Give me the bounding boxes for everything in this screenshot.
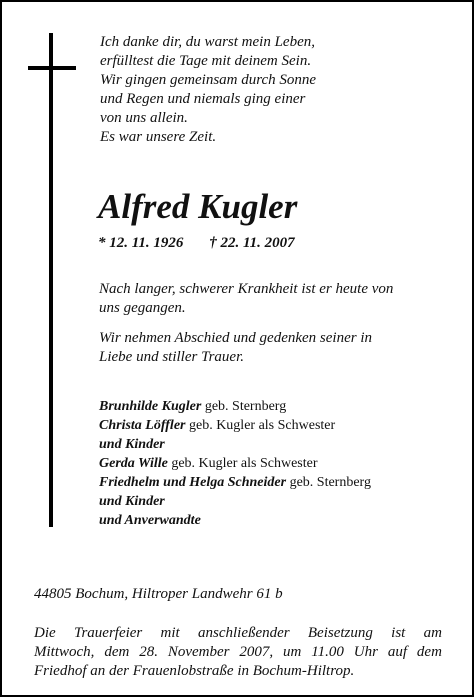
ceremony-line: Friedhof an der Frauenlobstraße in Bochum-Hiltrop. — [34, 663, 355, 679]
cross-icon — [28, 33, 76, 527]
ceremony-word: anschließender — [197, 625, 290, 641]
ceremony-word: ist — [391, 625, 406, 641]
mourner-name: Christa Löffler — [99, 418, 186, 433]
paragraph-line: Liebe und stiller Trauer. — [99, 349, 245, 365]
mourner-name: und Kinder — [99, 437, 165, 452]
ceremony-word: Mittwoch, — [34, 644, 95, 660]
life-dates — [98, 234, 295, 252]
mourner-name: und Kinder — [99, 494, 165, 509]
mourner-line — [99, 473, 371, 492]
ceremony-line — [34, 643, 442, 662]
family-address: 44805 Bochum, Hiltroper Landwehr 61 b — [34, 586, 283, 602]
mourner-suffix: geb. Kugler als Schwester — [167, 456, 318, 471]
mourner-name: Friedhelm und Helga Schneider — [99, 475, 287, 490]
paragraph-line: Wir nehmen Abschied und gedenken seiner in — [99, 330, 372, 346]
ceremony-word: November — [167, 644, 230, 660]
farewell-paragraph — [99, 329, 372, 367]
deceased-name: Alfred Kugler — [98, 187, 298, 226]
mourner-suffix: geb. Kugler als Schwester — [185, 418, 336, 433]
poem-line: Ich danke dir, du warst mein Leben, — [100, 34, 315, 50]
ceremony-word: dem — [104, 644, 130, 660]
ceremony-word: 11.00 — [311, 644, 344, 660]
ceremony-word: 2007, — [239, 644, 274, 660]
mourners-list — [99, 397, 371, 530]
mourner-name: Gerda Wille — [99, 456, 168, 471]
mourner-line — [99, 511, 371, 530]
ceremony-word: Trauerfeier — [73, 625, 143, 641]
paragraph-line: uns gegangen. — [99, 300, 186, 316]
mourner-suffix: geb. Sternberg — [201, 399, 287, 414]
ceremony-word: 28. — [139, 644, 158, 660]
mourner-name: und Anverwandte — [99, 513, 201, 528]
mourner-line — [99, 492, 371, 511]
mourner-line — [99, 416, 371, 435]
poem-line: und Regen und niemals ging einer — [100, 91, 306, 107]
birth-date: * 12. 11. 1926 — [98, 235, 184, 251]
passing-paragraph — [99, 280, 393, 318]
ceremony-word: auf — [387, 644, 408, 660]
ceremony-word: Die — [34, 625, 56, 641]
ceremony-info — [34, 624, 442, 681]
mourner-line — [99, 397, 371, 416]
poem-line: von uns allein. — [100, 110, 188, 126]
ceremony-line — [34, 624, 442, 643]
ceremony-word: um — [283, 644, 302, 660]
mourner-suffix: geb. Sternberg — [286, 475, 371, 490]
ceremony-word: Uhr — [353, 644, 378, 660]
poem-line: erfülltest die Tage mit deinem Sein. — [100, 53, 312, 69]
ceremony-word: mit — [160, 625, 180, 641]
poem-line: Es war unsere Zeit. — [100, 129, 217, 145]
mourner-name: Brunhilde Kugler — [99, 399, 202, 414]
poem — [100, 33, 316, 147]
mourner-line — [99, 454, 371, 473]
poem-line: Wir gingen gemeinsam durch Sonne — [100, 72, 317, 88]
ceremony-word: dem — [416, 644, 442, 660]
paragraph-line: Nach langer, schwerer Krankheit ist er heute von — [99, 281, 394, 297]
ceremony-word: am — [423, 625, 442, 641]
death-date: † 22. 11. 2007 — [209, 235, 295, 251]
ceremony-word: Beisetzung — [307, 625, 373, 641]
mourner-line — [99, 435, 371, 454]
